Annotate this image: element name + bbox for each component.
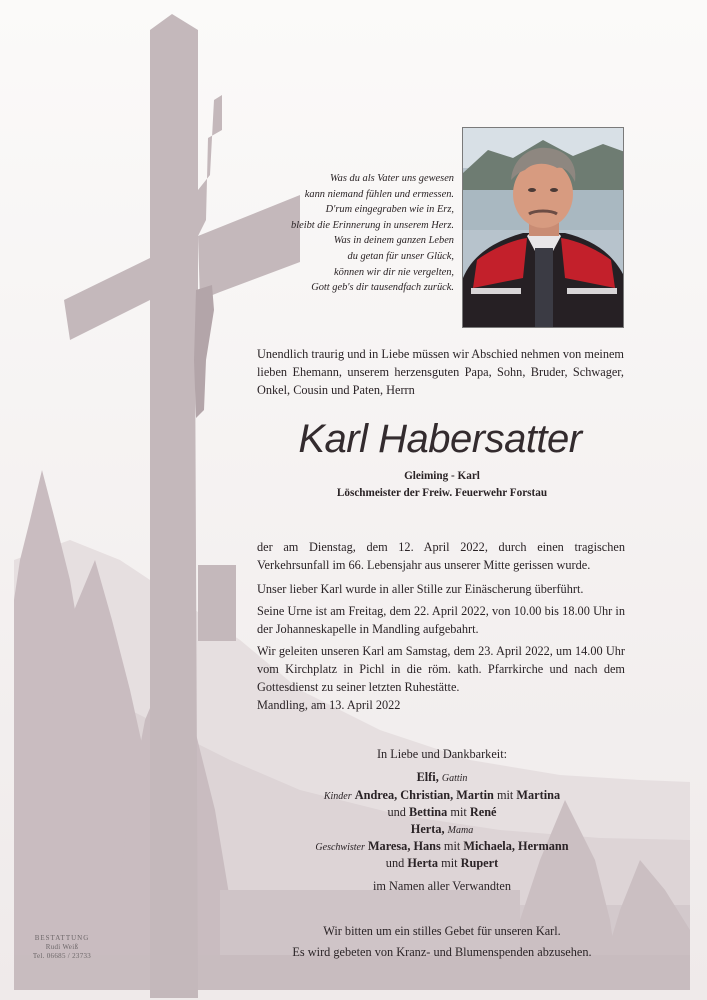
connector: mit: [450, 805, 467, 819]
mourner-name: Elfi,: [416, 770, 439, 784]
death-notice-paragraph: der am Dienstag, dem 12. April 2022, durch einen tragischen Verkehrsunfall im 66. Lebensjahr aus unserer Mitte gerissen wurde.: [257, 540, 625, 572]
poem-line: Gott geb's dir tausendfach zurück.: [311, 282, 454, 294]
relation-note: Gattin: [441, 773, 468, 784]
mourner-line-siblings-2: [257, 855, 627, 871]
undertaker-phone: Tel. 06685 / 23733: [32, 952, 92, 960]
poem-line: du getan für unser Glück,: [347, 250, 454, 262]
mourner-name: Maresa, Hans: [367, 839, 441, 853]
mourner-name: René: [469, 805, 497, 819]
mourner-name: Michaela, Hermann: [463, 839, 569, 853]
mourner-line-children-2: [257, 804, 627, 820]
connector: und: [387, 805, 406, 819]
poem-line: Was du als Vater uns gewesen: [329, 173, 454, 184]
deceased-name: Karl Habersatter: [298, 417, 582, 461]
donation-note: Es wird gebeten von Kranz- und Blumenspenden abzusehen.: [292, 945, 592, 959]
connector: und: [385, 856, 405, 870]
mourner-line-mother: [257, 821, 627, 839]
mourner-name: Rupert: [460, 856, 499, 870]
mourner-name: Bettina: [409, 805, 448, 819]
connector: mit: [496, 788, 514, 802]
cremation-paragraph: Unser lieber Karl wurde in aller Stille zur Einäscherung überführt.: [257, 582, 584, 596]
mourners-heading: In Liebe und Dankbarkeit:: [376, 747, 508, 761]
mourners-closing: im Namen aller Verwandten: [372, 879, 512, 893]
mourner-name: Herta,: [410, 822, 445, 836]
connector: mit: [443, 839, 461, 853]
mourner-name: Andrea, Christian, Martin: [354, 788, 494, 802]
relation-note: Kinder: [323, 791, 352, 802]
funeral-paragraph: Wir geleiten unseren Karl am Samstag, dem 23. April 2022, um 14.00 Uhr vom Kirchplatz in Pichl in die röm. kath. Pfarrkirche und nach dem Gottesdienst zu seiner letzten Ruhestätte.: [257, 644, 625, 694]
portrait-photo: [462, 127, 624, 328]
poem-line: bleibt die Erinnerung in unserem Herz.: [291, 219, 454, 231]
mourner-line-siblings: [257, 838, 627, 856]
undertaker-label: BESTATTUNG: [34, 934, 90, 942]
urn-viewing-paragraph: Seine Urne ist am Freitag, dem 22. April 2022, von 10.00 bis 18.00 Uhr in der Johanneskapelle in Mandling aufgebahrt.: [257, 604, 625, 636]
mourner-name: Martina: [516, 788, 561, 802]
place-date: Mandling, am 13. April 2022: [257, 698, 401, 712]
relation-note: Geschwister: [315, 842, 365, 853]
mourner-line-spouse: [257, 769, 627, 787]
undertaker-stamp: [20, 934, 104, 961]
poem-line: D'rum eingegraben wie in Erz,: [325, 204, 454, 216]
undertaker-name: Rudi Weiß: [45, 943, 79, 951]
poem-line: kann niemand fühlen und ermessen.: [304, 188, 454, 200]
intro-text: Unendlich traurig und in Liebe müssen wir Abschied nehmen von meinem lieben Ehemann, unserem herzensguten Papa, Sohn, Bruder, Schwager, Onkel, Cousin und Paten, Herrn: [257, 347, 624, 397]
prayer-request: Wir bitten um ein stilles Gebet für unseren Karl.: [323, 924, 561, 938]
mourner-name: Herta: [407, 856, 439, 870]
mourner-line-children: [257, 787, 627, 805]
connector: mit: [441, 856, 458, 870]
relation-note: Mama: [447, 825, 474, 836]
memorial-poem: [258, 171, 454, 296]
deceased-role: Löschmeister der Freiw. Feuerwehr Forstau: [336, 487, 548, 499]
poem-line: können wir dir nie vergelten,: [334, 266, 454, 278]
deceased-nickname: Gleiming - Karl: [404, 470, 480, 482]
poem-line: Was in deinem ganzen Leben: [333, 235, 454, 247]
